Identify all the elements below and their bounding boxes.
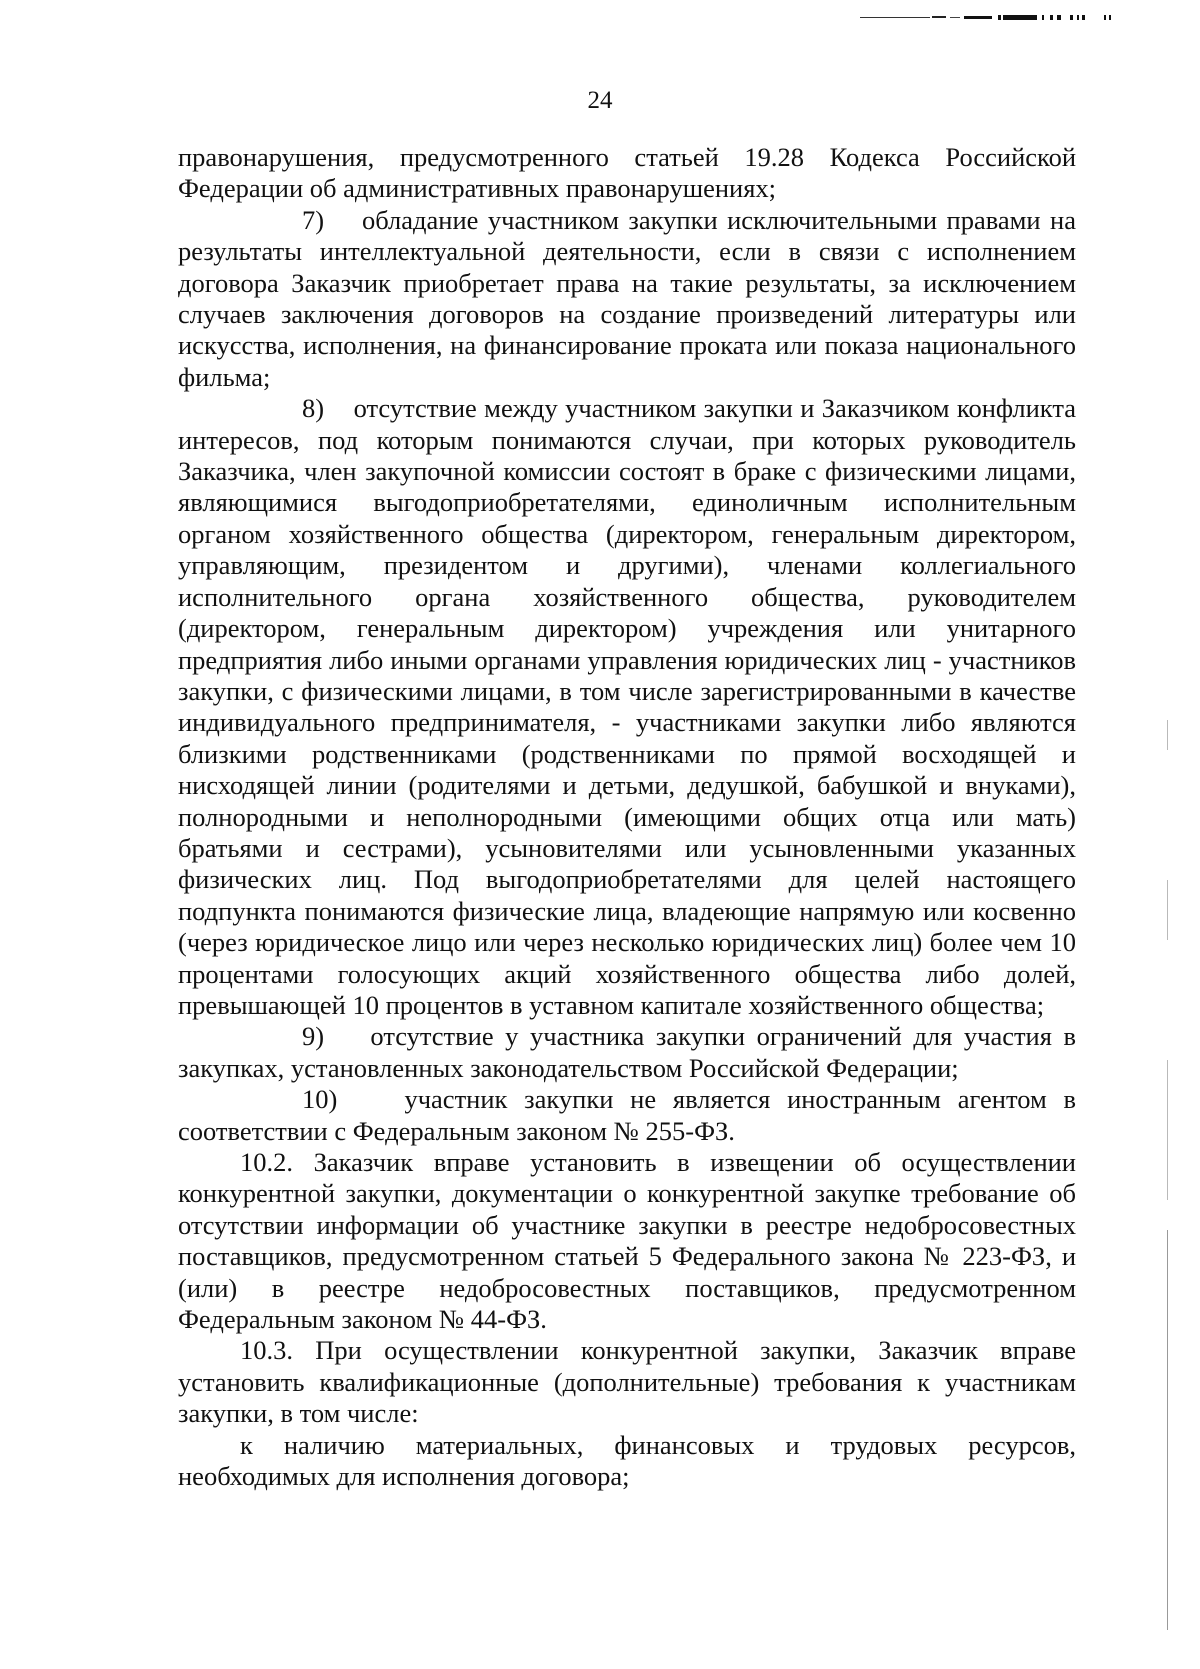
- item-number: 7): [302, 204, 325, 235]
- paragraph-requirement: [178, 1430, 1076, 1493]
- scan-artifact-strokes: [860, 14, 1180, 22]
- paragraph-10-3: [178, 1335, 1076, 1429]
- scan-edge-line: [1167, 720, 1168, 750]
- document-body: [178, 142, 1076, 1492]
- paragraph-item-8: [178, 393, 1076, 1021]
- scan-edge-line: [1167, 1230, 1168, 1630]
- paragraph-text: отсутствие между участником закупки и Заказчиком конфликта интересов, под которым понимаются случаи, при которых руководитель Заказчика, член закупочной комиссии состоят в браке с физическими лицами, являющимися выгодоприобретателями, единоличным исполнительным органом хозяйственного общества (директором, генеральным директором, управляющим, президентом и другими), членами коллегиального исполнительного органа хозяйственного общества, руководителем (директором, генеральным директором) учреждения или унитарного предприятия либо иными органами управления юридических лиц - участников закупки, с физическими лицами, в том числе зарегистрированными в качестве индивидуального предпринимателя, - участниками закупки либо являются близкими родственниками (родственниками по прямой восходящей и нисходящей линии (родителями и детьми, дедушкой, бабушкой и внуками), полнородными и неполнородными (имеющими общих отца или мать) братьями и сестрами), усыновителями или усыновленными указанных физических лиц. Под выгодоприобретателями для целей настоящего подпункта понимаются физические лица, владеющие напрямую или косвенно (через юридическое лицо или через несколько юридических лиц) более чем 10 процентами голосующих акций хозяйственного общества либо долей, превышающей 10 процентов в уставном капитале хозяйственного общества;: [178, 393, 1076, 1020]
- paragraph-text: правонарушения, предусмотренного статьей 19.28 Кодекса Российской Федерации об административных правонарушениях;: [178, 142, 1076, 204]
- item-number: 9): [302, 1021, 325, 1052]
- paragraph-item-9: [178, 1021, 1076, 1084]
- scan-edge-line: [1167, 1060, 1168, 1200]
- paragraph-item-10: [178, 1084, 1076, 1147]
- paragraph-text: участник закупки не является иностранным агентом в соответствии с Федеральным законом № 255-ФЗ.: [178, 1084, 1077, 1146]
- item-number: 8): [302, 393, 325, 424]
- page-number: 24: [587, 87, 613, 114]
- paragraph-continuation: [178, 142, 1076, 205]
- paragraph-text: 10.2. Заказчик вправе установить в извещении об осуществлении конкурентной закупки, документации о конкурентной закупке требование об отсутствии информации об участнике закупки в реестре недобросовестных поставщиков, предусмотренном статьей 5 Федерального закона № 223-ФЗ, и (или) в реестре недобросовестных поставщиков, предусмотренном Федеральным законом № 44-ФЗ.: [178, 1147, 1076, 1335]
- paragraph-text: 10.3. При осуществлении конкурентной закупки, Заказчик вправе установить квалификационные (дополнительные) требования к участникам закупки, в том числе:: [178, 1335, 1076, 1429]
- paragraph-text: к наличию материальных, финансовых и трудовых ресурсов, необходимых для исполнения договора;: [178, 1429, 1076, 1492]
- paragraph-10-2: [178, 1147, 1076, 1335]
- scan-artifact-marks: [860, 14, 1180, 22]
- paragraph-item-7: [178, 205, 1076, 393]
- scan-edge-line: [1167, 880, 1168, 940]
- item-number: 10): [302, 1084, 338, 1115]
- paragraph-text: обладание участником закупки исключительными правами на результаты интеллектуальной деятельности, если в связи с исполнением договора Заказчик приобретает права на такие результаты, за исключением случаев заключения договоров на создание произведений литературы или искусства, исполнения, на финансирование проката или показа национального фильма;: [178, 204, 1077, 392]
- paragraph-text: отсутствие у участника закупки ограничений для участия в закупках, установленных законодательством Российской Федерации;: [178, 1021, 1077, 1083]
